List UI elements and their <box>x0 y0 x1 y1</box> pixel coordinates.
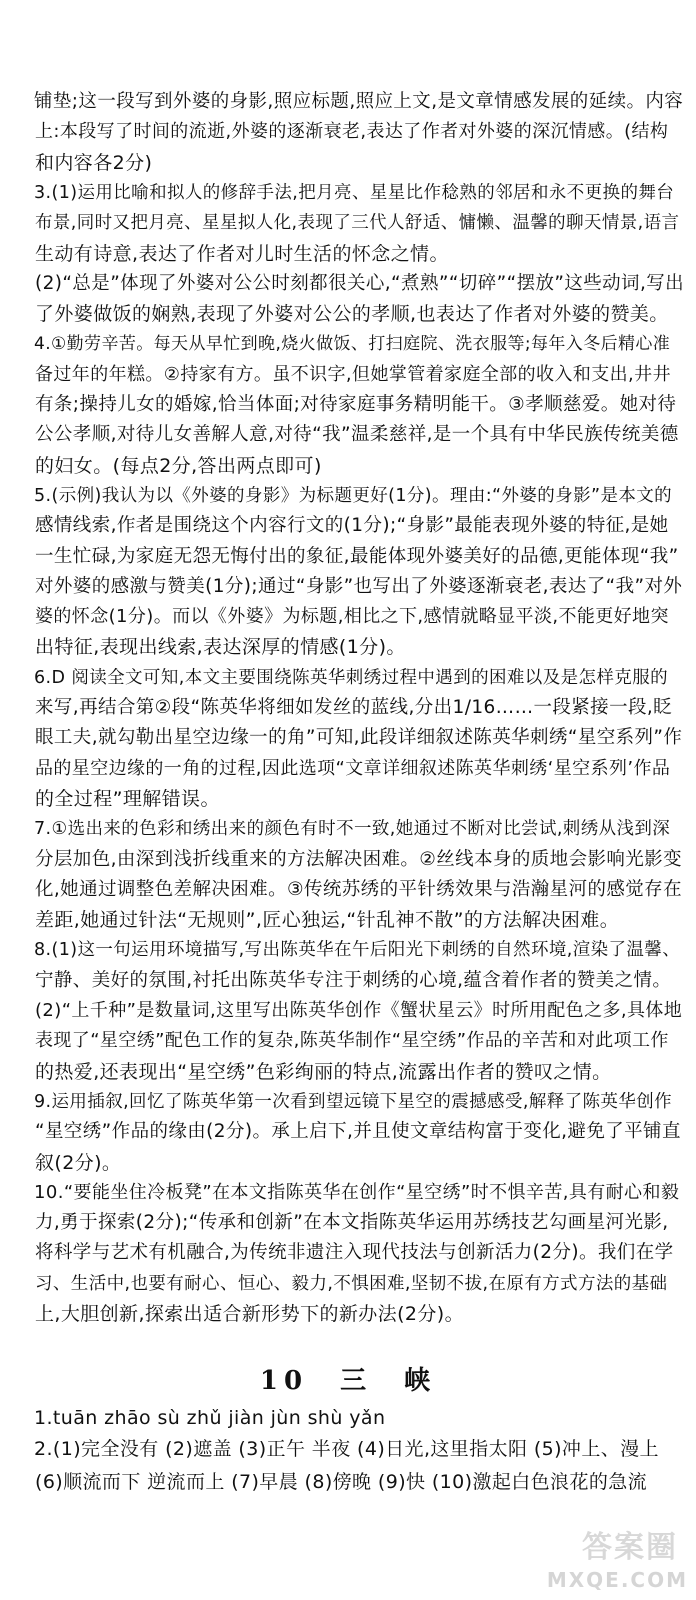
text-line: 分层加色,由深到浅折线重来的方法解决困难。②丝线本身的质地会影响光影变 <box>35 848 682 870</box>
watermark-url: MXQE.COM <box>546 1568 688 1592</box>
text-line: 出特征,表现出线索,表达深厚的情感(1分)。 <box>35 636 406 659</box>
text-line: 的全过程”理解错误。 <box>35 787 220 810</box>
section-title: 10 三 峡 <box>259 1366 437 1396</box>
text-line: 化,她通过调整色差解决困难。③传统苏绣的平针绣效果与浩瀚星河的感觉存在 <box>35 878 682 900</box>
text-line: 品的星空边缘的一角的过程,因此选项“文章详细叙述陈英华刺绣‘星空系列’作品 <box>35 757 671 779</box>
text-line: 有条;操持儿女的婚嫁,恰当体面;对待家庭事务精明能干。③孝顺慈爱。她对待 <box>35 394 677 415</box>
text-line: 1.tuān zhāo sù zhǔ jiàn jùn shù yǎn <box>34 1407 386 1429</box>
text-line: (2)“上千种”是数量词,这里写出陈英华创作《蟹状星云》时所用配色之多,具体地 <box>35 1000 683 1021</box>
text-line: “星空绣”作品的缘由(2分)。承上启下,并且使文章结构富于变化,避免了平铺直 <box>35 1121 681 1143</box>
text-line: 公公孝顺,对待儿女善解人意,对待“我”温柔慈祥,是一个具有中华民族传统美德 <box>35 424 679 446</box>
text-line: 4.①勤劳辛苦。每天从早忙到晚,烧火做饭、打扫庭院、洗衣服等;每年入冬后精心准 <box>34 334 671 355</box>
text-line: 习、生活中,也要有耐心、恒心、毅力,不惧困难,坚韧不拔,在原有方式方法的基础 <box>35 1273 668 1294</box>
text-line: 眼工夫,就勾勒出星空边缘一的角”可知,此段详细叙述陈英华刺绣“星空系列”作 <box>35 727 683 749</box>
text-line: 一生忙碌,为家庭无怨无悔付出的象征,最能体现外婆美好的品德,更能体现“我” <box>35 545 679 567</box>
watermark-badge: 答案圈 <box>582 1530 678 1565</box>
text-line: 9.运用插叙,回忆了陈英华第一次看到望远镜下星空的震撼感受,解释了陈英华创作 <box>34 1091 673 1112</box>
text-line: 将科学与艺术有机融合,为传统非遗注入现代技法与创新活力(2分)。我们在学 <box>35 1242 674 1264</box>
text-line: 生动有诗意,表达了作者对儿时生活的怀念之情。 <box>35 242 449 265</box>
text-line: 8.(1)这一句运用环境描写,写出陈英华在午后阳光下刺绣的自然环境,渲染了温馨、 <box>34 940 681 961</box>
text-line: (6)顺流而下 逆流而上 (7)早晨 (8)傍晚 (9)快 (10)激起白色浪花的急流 <box>35 1471 648 1493</box>
text-line: 上,大胆创新,探索出适合新形势下的新办法(2分)。 <box>35 1303 464 1325</box>
text-line: (2)“总是”体现了外婆对公公时刻都很关心,“煮熟”“切碎”“摆放”这些动词,写出 <box>35 272 685 294</box>
text-line: 了外婆做饭的娴熟,表现了外婆对公公的孝顺,也表达了作者对外婆的赞美。 <box>35 303 669 326</box>
text-line: 叙(2分)。 <box>35 1151 122 1174</box>
text-line: 3.(1)运用比喻和拟人的修辞手法,把月亮、星星比作稔熟的邻居和永不更换的舞台 <box>34 182 675 203</box>
text-line: 7.①选出来的色彩和绣出来的颜色有时不一致,她通过不断对比尝试,刺绣从浅到深 <box>34 819 671 840</box>
text-line: 备过年的年糕。②持家有方。虽不识字,但她掌管着家庭全部的收入和支出,井井 <box>35 363 671 385</box>
text-line: 2.(1)完全没有 (2)遮盖 (3)正午 半夜 (4)日光,这里指太阳 (5)冲上、漫上 <box>34 1438 659 1460</box>
text-line: 布景,同时又把月亮、星星拟人化,表现了三代人舒适、慵懒、温馨的聊天情景,语言 <box>35 213 680 234</box>
watermark <box>508 1522 688 1592</box>
text-line: 差距,她通过针法“无规则”,匠心独运,“针乱神不散”的方法解决困难。 <box>35 909 620 932</box>
text-line: 6.D 阅读全文可知,本文主要围绕陈英华刺绣过程中遇到的困难以及是怎样克服的 <box>34 667 668 688</box>
text-line: 上:本段写了时间的流逝,外婆的逐渐衰老,表达了作者对外婆的深沉情感。(结构 <box>35 121 669 143</box>
text-line: 来写,再结合第②段“陈英华将细如发丝的蓝线,分出1/16……一段紧接一段,眨 <box>35 697 673 718</box>
text-line: 铺垫;这一段写到外婆的身影,照应标题,照应上文,是文章情感发展的延续。内容 <box>34 91 684 112</box>
text-line: 10.“要能坐住冷板凳”在本文指陈英华在创作“星空绣”时不惧辛苦,具有耐心和毅 <box>34 1181 680 1203</box>
text-line: 宁静、美好的氛围,衬托出陈英华专注于刺绣的心境,蕴含着作者的赞美之情。 <box>35 969 672 991</box>
text-line: 5.(示例)我认为以《外婆的身影》为标题更好(1分)。理由:“外婆的身影”是本文的 <box>34 485 673 506</box>
text-line: 和内容各2分) <box>35 151 153 174</box>
text-line: 婆的怀念(1分)。而以《外婆》为标题,相比之下,感情就略显平淡,不能更好地突 <box>35 606 669 628</box>
text-line: 的妇女。(每点2分,答出两点即可) <box>35 454 322 477</box>
text-line: 力,勇于探索(2分);“传承和创新”在本文指陈英华运用苏绣技艺勾画星河光影, <box>35 1212 669 1234</box>
text-line: 对外婆的感激与赞美(1分);通过“身影”也写出了外婆逐渐衰老,表达了“我”对外 <box>35 575 683 597</box>
text-line: 表现了“星空绣”配色工作的复杂,陈英华制作“星空绣”作品的辛苦和对此项工作 <box>35 1030 669 1052</box>
text-line: 的热爱,还表现出“星空绣”色彩绚丽的特点,流露出作者的赞叹之情。 <box>35 1060 612 1083</box>
text-line: 感情线索,作者是围绕这个内容行文的(1分);“身影”最能表现外婆的特征,是她 <box>35 515 669 537</box>
